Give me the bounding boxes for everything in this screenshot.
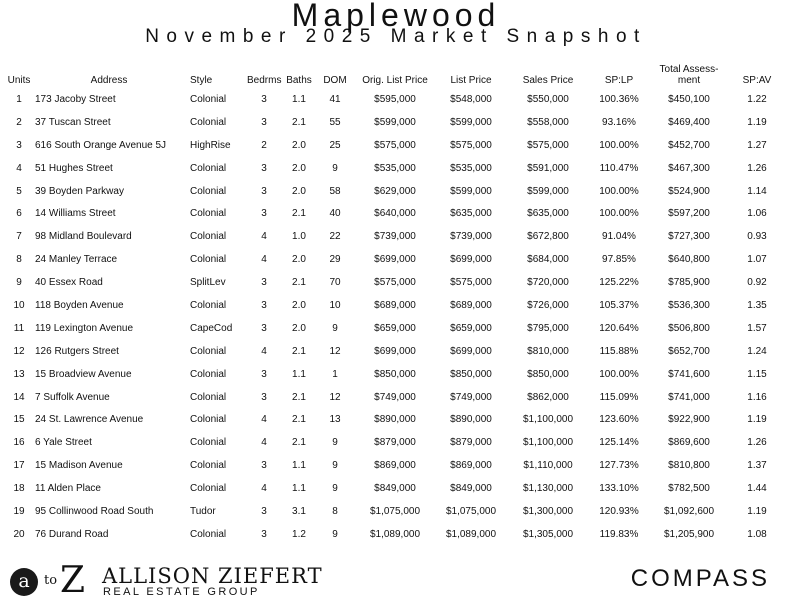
cell-total-assessment: $741,600 [668,368,710,380]
cell-orig-list-price: $659,000 [374,322,416,334]
cell-style: Colonial [190,483,227,495]
page-subtitle: November 2025 Market Snapshot [145,26,647,47]
cell-units: 8 [16,254,22,266]
cell-total-assessment: $536,300 [668,299,710,311]
table-row [4,157,784,180]
cell-total-assessment: $597,200 [668,208,710,220]
table-row [4,180,784,203]
table-row [4,202,784,225]
cell-dom: 25 [329,139,341,151]
cell-list-price: $535,000 [450,162,492,174]
cell-orig-list-price: $879,000 [374,437,416,449]
cell-baths: 2.1 [292,116,306,128]
cell-list-price: $1,075,000 [445,505,497,517]
cell-units: 11 [13,322,25,334]
cell-units: 4 [16,162,22,174]
table-row [4,317,784,340]
cell-address: 39 Boyden Parkway [35,185,124,197]
cell-bedrms: 3 [261,299,267,311]
cell-sales-price: $672,800 [527,231,569,243]
cell-sp-av: 1.19 [747,116,767,128]
col-header-total-assessment: Total Assess-ment [659,64,719,86]
cell-sales-price: $575,000 [527,139,569,151]
cell-sales-price: $850,000 [527,368,569,380]
cell-orig-list-price: $689,000 [374,299,416,311]
cell-dom: 22 [329,231,341,243]
cell-address: 7 Suffolk Avenue [35,391,110,403]
cell-baths: 2.1 [292,437,306,449]
cell-dom: 9 [332,162,338,174]
cell-baths: 2.1 [292,345,306,357]
cell-style: Colonial [190,185,227,197]
cell-units: 16 [13,437,25,449]
table-row [4,340,784,363]
cell-address: 40 Essex Road [35,277,103,289]
cell-baths: 2.1 [292,391,306,403]
cell-units: 5 [16,185,22,197]
cell-sales-price: $558,000 [527,116,569,128]
cell-bedrms: 3 [261,277,267,289]
cell-style: Colonial [190,162,227,174]
cell-bedrms: 3 [261,322,267,334]
cell-dom: 9 [332,437,338,449]
cell-address: 24 Manley Terrace [35,254,118,266]
cell-sp-lp: 93.16% [602,116,636,128]
cell-list-price: $548,000 [450,93,492,105]
cell-units: 18 [13,483,25,495]
cell-sp-av: 1.37 [747,460,767,472]
cell-bedrms: 3 [261,116,267,128]
cell-style: CapeCod [190,322,233,334]
cell-dom: 55 [329,116,341,128]
cell-orig-list-price: $1,075,000 [369,505,421,517]
cell-address: 15 Madison Avenue [35,460,123,472]
cell-dom: 9 [332,528,338,540]
cell-address: 119 Lexington Avenue [35,322,134,334]
cell-sales-price: $862,000 [527,391,569,403]
cell-sp-lp: 123.60% [599,414,639,426]
cell-orig-list-price: $850,000 [374,368,416,380]
cell-address: 95 Collinwood Road South [35,505,154,517]
col-header-address: Address [90,75,128,86]
cell-bedrms: 4 [261,254,267,266]
cell-units: 9 [16,277,22,289]
cell-sp-av: 1.57 [747,322,767,334]
cell-sp-lp: 110.47% [599,162,639,174]
cell-total-assessment: $785,900 [668,277,710,289]
table-row [4,454,784,477]
cell-sp-av: 0.93 [747,231,767,243]
cell-list-price: $739,000 [450,231,492,243]
cell-sp-av: 1.07 [747,254,767,266]
cell-sales-price: $599,000 [527,185,569,197]
cell-dom: 9 [332,322,338,334]
cell-units: 7 [16,231,22,243]
cell-sp-av: 1.22 [747,93,767,105]
brand-name: ALLISON ZIEFERT [102,564,323,588]
cell-list-price: $575,000 [450,139,492,151]
cell-bedrms: 3 [261,460,267,472]
cell-bedrms: 4 [261,483,267,495]
cell-sp-lp: 119.83% [599,528,639,540]
cell-dom: 70 [329,277,341,289]
cell-baths: 2.1 [292,414,306,426]
cell-total-assessment: $452,700 [668,139,710,151]
cell-total-assessment: $640,800 [668,254,710,266]
cell-orig-list-price: $640,000 [374,208,416,220]
cell-sales-price: $726,000 [527,299,569,311]
cell-total-assessment: $524,900 [668,185,710,197]
cell-sales-price: $1,110,000 [523,460,573,472]
cell-sp-lp: 115.09% [599,391,639,403]
cell-sp-lp: 100.36% [599,93,639,105]
cell-baths: 2.0 [292,299,306,311]
col-header-bedrms: Bedrms [247,75,282,86]
logo-word-to: to [44,573,58,588]
table-row [4,271,784,294]
cell-units: 1 [16,93,22,105]
cell-address: 6 Yale Street [35,437,92,449]
cell-sp-lp: 100.00% [599,185,639,197]
cell-list-price: $869,000 [450,460,492,472]
cell-baths: 1.1 [292,368,306,380]
cell-dom: 10 [329,299,341,311]
cell-baths: 1.1 [292,93,306,105]
cell-bedrms: 4 [261,231,267,243]
table-row [4,363,784,386]
cell-dom: 58 [329,185,341,197]
cell-total-assessment: $450,100 [668,93,710,105]
cell-total-assessment: $782,500 [668,483,710,495]
cell-style: Colonial [190,528,227,540]
cell-sp-lp: 91.04% [602,231,636,243]
cell-dom: 12 [329,345,341,357]
cell-style: Colonial [190,208,227,220]
cell-sales-price: $1,300,000 [522,505,574,517]
cell-total-assessment: $1,205,900 [663,528,715,540]
cell-baths: 1.1 [292,460,306,472]
cell-address: 24 St. Lawrence Avenue [35,414,144,426]
cell-style: Colonial [190,437,227,449]
cell-baths: 2.0 [292,162,306,174]
table-row [4,500,784,523]
cell-sp-lp: 125.14% [599,437,639,449]
compass-logo: COMPASS [630,565,770,592]
cell-style: Colonial [190,93,227,105]
col-header-dom: DOM [323,75,347,86]
cell-sp-av: 0.92 [747,277,767,289]
cell-sp-av: 1.15 [747,368,767,380]
cell-style: Colonial [190,460,227,472]
cell-units: 3 [16,139,22,151]
cell-list-price: $575,000 [450,277,492,289]
cell-orig-list-price: $699,000 [374,254,416,266]
cell-sales-price: $684,000 [527,254,569,266]
cell-orig-list-price: $699,000 [374,345,416,357]
cell-orig-list-price: $890,000 [374,414,416,426]
brand-subtitle: REAL ESTATE GROUP [103,586,260,598]
cell-bedrms: 3 [261,162,267,174]
cell-bedrms: 4 [261,414,267,426]
cell-units: 6 [16,208,22,220]
cell-sales-price: $1,100,000 [522,414,574,426]
cell-sales-price: $795,000 [527,322,569,334]
cell-baths: 1.0 [292,231,306,243]
cell-dom: 29 [329,254,341,266]
cell-sales-price: $635,000 [527,208,569,220]
cell-dom: 40 [329,208,341,220]
col-header-baths: Baths [286,75,312,86]
cell-orig-list-price: $575,000 [374,139,416,151]
cell-baths: 1.2 [292,528,306,540]
table-row [4,386,784,409]
cell-orig-list-price: $1,089,000 [369,528,421,540]
cell-dom: 1 [332,368,338,380]
table-row [4,431,784,454]
cell-address: 126 Rutgers Street [35,345,119,357]
cell-sp-lp: 125.22% [599,277,639,289]
cell-sp-av: 1.26 [747,162,767,174]
cell-total-assessment: $810,800 [668,460,710,472]
cell-sp-av: 1.14 [747,185,767,197]
cell-baths: 2.1 [292,277,306,289]
cell-address: 76 Durand Road [35,528,109,540]
cell-list-price: $635,000 [450,208,492,220]
cell-style: HighRise [190,139,231,151]
cell-style: Colonial [190,391,227,403]
cell-sp-lp: 105.37% [599,299,639,311]
col-header-sp-av: SP:AV [742,75,772,86]
cell-baths: 2.0 [292,254,306,266]
cell-sp-lp: 133.10% [599,483,639,495]
cell-address: 51 Hughes Street [35,162,113,174]
cell-sp-av: 1.26 [747,437,767,449]
table-row [4,294,784,317]
cell-orig-list-price: $849,000 [374,483,416,495]
cell-style: Tudor [190,505,216,517]
cell-total-assessment: $922,900 [668,414,710,426]
cell-units: 20 [13,528,25,540]
cell-address: 37 Tuscan Street [35,116,111,128]
cell-sp-av: 1.19 [747,414,767,426]
cell-sp-av: 1.06 [747,208,767,220]
cell-sales-price: $1,305,000 [522,528,574,540]
cell-sp-av: 1.35 [747,299,767,311]
table-row [4,408,784,431]
table-row [4,225,784,248]
cell-orig-list-price: $595,000 [374,93,416,105]
cell-baths: 2.0 [292,322,306,334]
cell-bedrms: 2 [261,139,267,151]
cell-bedrms: 3 [261,93,267,105]
cell-sp-lp: 127.73% [599,460,639,472]
cell-list-price: $689,000 [450,299,492,311]
cell-sales-price: $1,100,000 [522,437,574,449]
cell-list-price: $1,089,000 [445,528,497,540]
cell-style: Colonial [190,116,227,128]
table-body [4,88,784,546]
table-row [4,523,784,546]
cell-units: 12 [13,345,25,357]
cell-list-price: $879,000 [450,437,492,449]
cell-sales-price: $720,000 [527,277,569,289]
cell-dom: 9 [332,483,338,495]
cell-sp-av: 1.19 [747,505,767,517]
cell-baths: 1.1 [292,483,306,495]
table-row [4,134,784,157]
cell-total-assessment: $869,600 [668,437,710,449]
cell-orig-list-price: $535,000 [374,162,416,174]
cell-list-price: $699,000 [450,345,492,357]
cell-units: 10 [13,299,25,311]
cell-dom: 8 [332,505,338,517]
col-header-orig-list-price: Orig. List Price [362,75,428,86]
cell-sales-price: $1,130,000 [522,483,574,495]
cell-address: 98 Midland Boulevard [35,231,132,243]
atoz-logo-mark [8,560,98,601]
col-header-units: Units [7,75,31,86]
cell-sp-lp: 100.00% [599,208,639,220]
cell-sp-av: 1.27 [747,139,767,151]
cell-units: 17 [13,460,25,472]
cell-style: Colonial [190,254,227,266]
cell-address: 118 Boyden Avenue [35,299,124,311]
cell-orig-list-price: $739,000 [374,231,416,243]
cell-sp-lp: 100.00% [599,368,639,380]
cell-bedrms: 3 [261,368,267,380]
sales-table [4,62,784,546]
cell-sp-av: 1.44 [747,483,767,495]
cell-orig-list-price: $599,000 [374,116,416,128]
cell-sp-lp: 120.93% [599,505,639,517]
cell-address: 173 Jacoby Street [35,93,116,105]
cell-dom: 41 [329,93,341,105]
cell-total-assessment: $652,700 [668,345,710,357]
cell-bedrms: 3 [261,185,267,197]
cell-sp-av: 1.16 [747,391,767,403]
cell-bedrms: 3 [261,505,267,517]
table-row [4,88,784,111]
cell-dom: 9 [332,460,338,472]
cell-total-assessment: $1,092,600 [663,505,715,517]
cell-orig-list-price: $629,000 [374,185,416,197]
table-row [4,248,784,271]
col-header-sp-lp: SP:LP [604,75,634,86]
cell-units: 15 [13,414,25,426]
cell-address: 15 Broadview Avenue [35,368,132,380]
cell-sales-price: $810,000 [527,345,569,357]
cell-sp-av: 1.08 [747,528,767,540]
cell-address: 14 Williams Street [35,208,116,220]
cell-units: 19 [13,505,25,517]
cell-style: Colonial [190,345,227,357]
cell-sp-lp: 115.88% [599,345,639,357]
col-header-sales-price: Sales Price [522,75,574,86]
cell-sales-price: $591,000 [527,162,569,174]
cell-total-assessment: $506,800 [668,322,710,334]
cell-list-price: $749,000 [450,391,492,403]
cell-bedrms: 3 [261,528,267,540]
cell-bedrms: 4 [261,345,267,357]
cell-baths: 2.0 [292,139,306,151]
cell-dom: 12 [329,391,341,403]
cell-style: Colonial [190,368,227,380]
page-title: Maplewood [291,0,501,33]
cell-dom: 13 [329,414,341,426]
cell-list-price: $890,000 [450,414,492,426]
cell-bedrms: 3 [261,208,267,220]
cell-style: SplitLev [190,277,226,289]
cell-units: 2 [16,116,22,128]
cell-list-price: $850,000 [450,368,492,380]
logo-letter-z: Z [60,560,86,601]
col-header-style: Style [190,75,213,86]
cell-address: 616 South Orange Avenue 5J [35,139,167,151]
cell-total-assessment: $727,300 [668,231,710,243]
cell-bedrms: 3 [261,391,267,403]
cell-sp-av: 1.24 [747,345,767,357]
cell-total-assessment: $741,000 [668,391,710,403]
cell-units: 13 [13,368,25,380]
table-row [4,477,784,500]
col-header-list-price: List Price [450,75,492,86]
cell-baths: 2.0 [292,185,306,197]
cell-address: 11 Alden Place [35,483,101,495]
cell-orig-list-price: $749,000 [374,391,416,403]
cell-total-assessment: $467,300 [668,162,710,174]
cell-units: 14 [13,391,25,403]
cell-total-assessment: $469,400 [668,116,710,128]
cell-bedrms: 4 [261,437,267,449]
cell-baths: 3.1 [292,505,306,517]
cell-style: Colonial [190,414,227,426]
cell-orig-list-price: $869,000 [374,460,416,472]
cell-sales-price: $550,000 [527,93,569,105]
allison-ziefert-logo [8,560,98,601]
cell-style: Colonial [190,231,227,243]
table-header-row [4,62,784,88]
cell-list-price: $699,000 [450,254,492,266]
cell-orig-list-price: $575,000 [374,277,416,289]
cell-style: Colonial [190,299,227,311]
cell-sp-lp: 97.85% [602,254,636,266]
cell-sp-lp: 120.64% [599,322,639,334]
cell-baths: 2.1 [292,208,306,220]
cell-list-price: $599,000 [450,116,492,128]
table-row [4,111,784,134]
cell-list-price: $659,000 [450,322,492,334]
cell-sp-lp: 100.00% [599,139,639,151]
cell-list-price: $599,000 [450,185,492,197]
cell-list-price: $849,000 [450,483,492,495]
logo-letter-a: a [10,568,38,596]
